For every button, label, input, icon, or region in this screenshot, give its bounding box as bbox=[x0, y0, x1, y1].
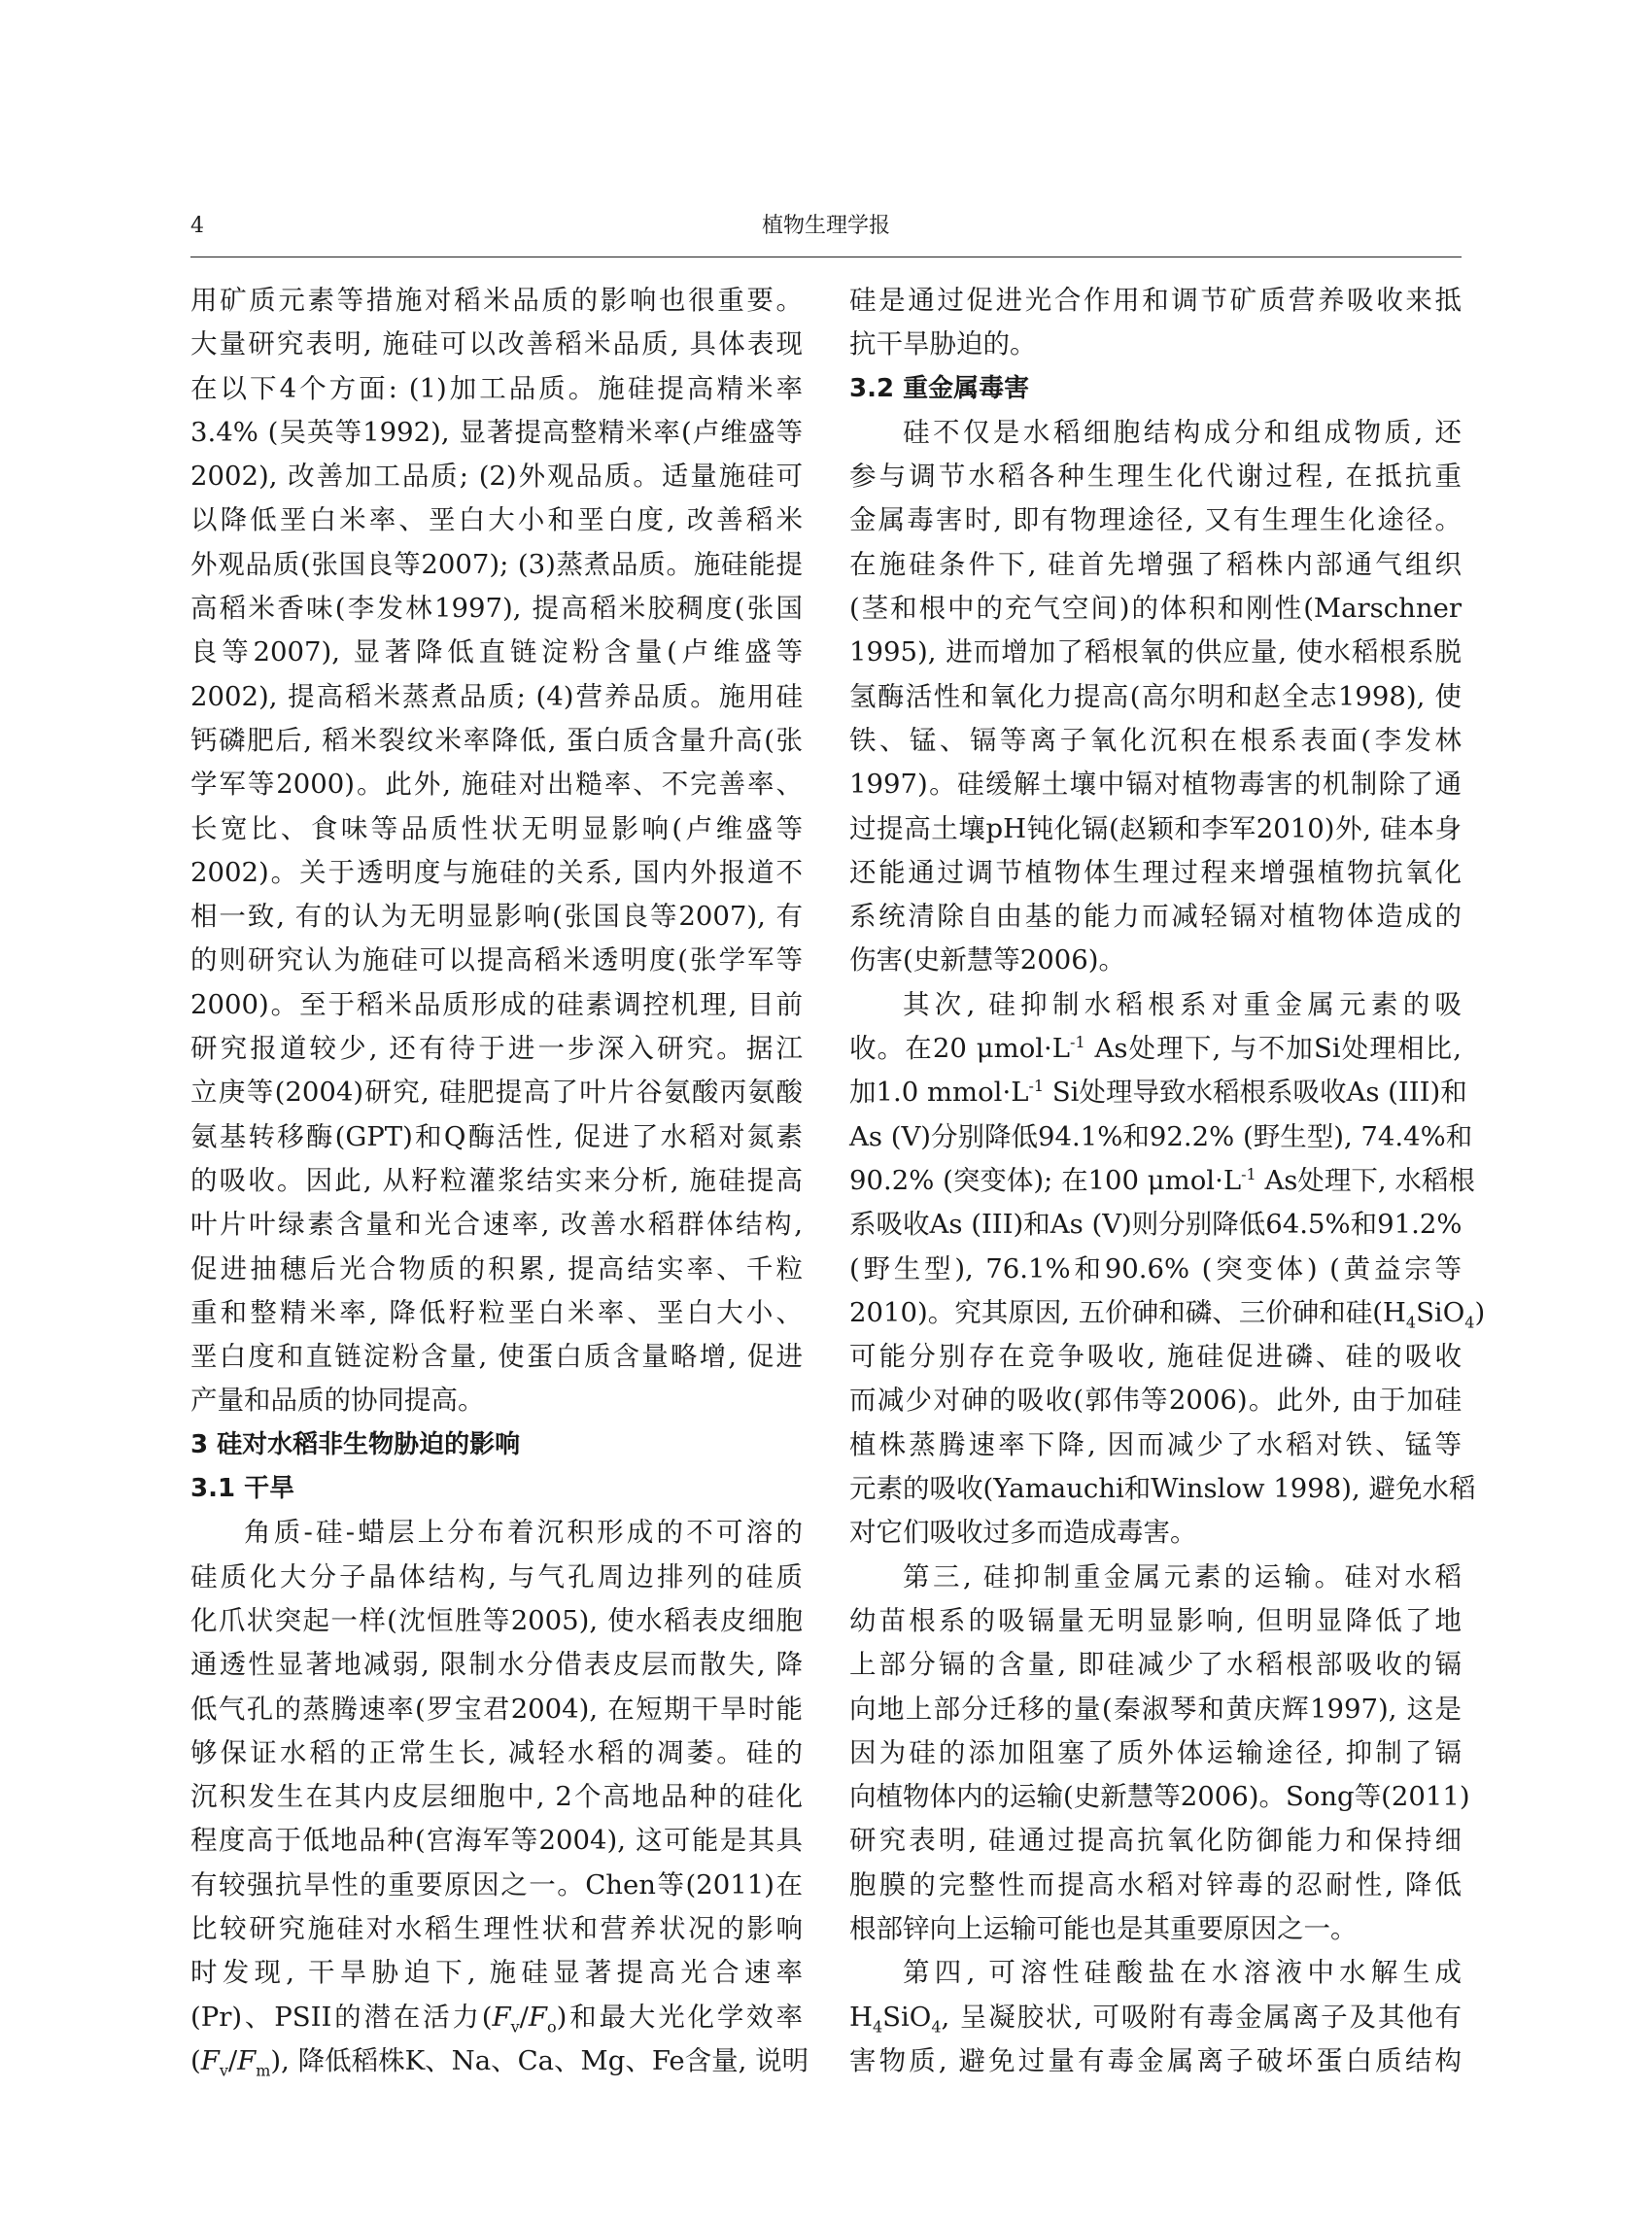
right-column bbox=[849, 279, 1486, 2083]
text-line: 在施硅条件下, 硅首先增强了稻株内部通气组织 bbox=[849, 548, 1462, 580]
subscript: 4 bbox=[872, 2017, 883, 2037]
subscript: 4 bbox=[1405, 1313, 1417, 1332]
text-line: 其次, 硅抑制水稻根系对重金属元素的吸 bbox=[903, 988, 1462, 1020]
text-line: 上部分镉的含量, 即硅减少了水稻根部吸收的镉 bbox=[849, 1649, 1462, 1681]
text-line: 植株蒸腾速率下降, 因而减少了水稻对铁、锰等 bbox=[849, 1428, 1462, 1460]
section-heading: 3 硅对水稻非生物胁迫的影响 bbox=[190, 1429, 521, 1459]
text-line: 长宽比、食味等品质性状无明显影响(卢维盛等 bbox=[190, 812, 803, 844]
text-line: 幼苗根系的吸镉量无明显影响, 但明显降低了地 bbox=[849, 1604, 1462, 1636]
text-run: 2010)。究其原因, 五价砷和磷、三价砷和硅(H bbox=[849, 1296, 1406, 1328]
text-run: ( bbox=[190, 2044, 201, 2076]
subscript: v bbox=[510, 2017, 520, 2037]
text-line: 的则研究认为施硅可以提高稻米透明度(张学军等 bbox=[190, 944, 803, 976]
text-line: 伤害(史新慧等2006)。 bbox=[849, 944, 1125, 976]
text-line: 比较研究施硅对水稻生理性状和营养状况的影响 bbox=[190, 1912, 803, 1944]
text-line: 2000)。至于稻米品质形成的硅素调控机理, 目前 bbox=[190, 988, 803, 1020]
text-line: 可能分别存在竞争吸收, 施硅促进磷、硅的吸收 bbox=[849, 1341, 1462, 1373]
text-line: 垩白度和直链淀粉含量, 使蛋白质含量略增, 促进 bbox=[190, 1341, 803, 1373]
superscript: -1 bbox=[1028, 1077, 1045, 1096]
text-line: 系吸收As (III)和As (V)则分别降低64.5%和91.2% bbox=[849, 1209, 1463, 1241]
text-line: 钙磷肥后, 稻米裂纹米率降低, 蛋白质含量升高(张 bbox=[190, 724, 803, 756]
text-line: 硅是通过促进光合作用和调节矿质营养吸收来抵 bbox=[849, 285, 1462, 316]
text-line: 抗干旱胁迫的。 bbox=[849, 328, 1037, 360]
text-line: 还能通过调节植物体生理过程来增强植物抗氧化 bbox=[849, 856, 1462, 888]
text-run: As处理下, 与不加Si处理相比, bbox=[1084, 1033, 1462, 1065]
subscript: o bbox=[547, 2017, 557, 2037]
text-line: 化爪状突起一样(沈恒胜等2005), 使水稻表皮细胞 bbox=[190, 1604, 803, 1636]
text-line: 向地上部分迁移的量(秦淑琴和黄庆辉1997), 这是 bbox=[849, 1693, 1462, 1725]
text-line: 时发现, 干旱胁迫下, 施硅显著提高光合速率 bbox=[190, 1957, 803, 1989]
text-run: / bbox=[227, 2044, 238, 2076]
text-line: 1997)。硅缓解土壤中镉对植物毒害的机制除了通 bbox=[849, 769, 1462, 801]
paragraph-heavy-metal-mechanism bbox=[849, 411, 1462, 983]
text-line: 对它们吸收过多而造成毒害。 bbox=[849, 1517, 1197, 1549]
text-line: 2002), 提高稻米蒸煮品质; (4)营养品质。施用硅 bbox=[190, 680, 803, 712]
text-run: F bbox=[200, 2044, 220, 2076]
paragraph-transport bbox=[849, 1556, 1470, 1952]
text-line bbox=[190, 1996, 803, 2039]
text-line: 元素的吸收(Yamauchi和Winslow 1998), 避免水稻 bbox=[849, 1473, 1476, 1505]
paragraph-continuation bbox=[849, 279, 1462, 367]
text-run: )和最大光化学效率 bbox=[556, 2001, 803, 2033]
text-line: 因为硅的添加阻塞了质外体运输途径, 抑制了镉 bbox=[849, 1736, 1462, 1768]
superscript: -1 bbox=[1241, 1164, 1256, 1183]
text-line: 有较强抗旱性的重要原因之一。Chen等(2011)在 bbox=[190, 1868, 803, 1901]
text-line: 3.4% (吴英等1992), 显著提高整精米率(卢维盛等 bbox=[190, 416, 803, 448]
text-line: 根部锌向上运输可能也是其重要原因之一。 bbox=[849, 1912, 1358, 1944]
text-run: F bbox=[237, 2044, 257, 2076]
text-run: ) bbox=[1474, 1296, 1486, 1328]
text-line bbox=[849, 1159, 1475, 1203]
text-line: (野生型), 76.1%和90.6% (突变体) (黄益宗等 bbox=[849, 1252, 1462, 1284]
text-line: 立庚等(2004)研究, 硅肥提高了叶片谷氨酸丙氨酸 bbox=[190, 1077, 803, 1109]
text-line bbox=[190, 2039, 809, 2083]
text-run: 收。在20 μmol·L bbox=[849, 1033, 1071, 1065]
text-line bbox=[849, 1291, 1486, 1335]
text-line: 向植物体内的运输(史新慧等2006)。Song等(2011) bbox=[849, 1781, 1470, 1813]
text-line: 硅质化大分子晶体结构, 与气孔周边排列的硅质 bbox=[190, 1560, 803, 1592]
text-line: 叶片叶绿素含量和光合速率, 改善水稻群体结构, bbox=[190, 1209, 803, 1241]
superscript: -1 bbox=[1070, 1032, 1085, 1051]
text-line: 在以下4个方面: (1)加工品质。施硅提高精米率 bbox=[190, 372, 803, 404]
text-run: (Pr)、PSII的潜在活力( bbox=[190, 2001, 493, 2033]
text-run: As处理下, 水稻根 bbox=[1256, 1164, 1475, 1196]
text-line: 第四, 可溶性硅酸盐在水溶液中水解生成 bbox=[903, 1957, 1462, 1989]
text-line bbox=[849, 1027, 1462, 1071]
text-run: / bbox=[519, 2001, 529, 2033]
text-line: 以降低垩白米率、垩白大小和垩白度, 改善稻米 bbox=[190, 504, 803, 536]
text-line bbox=[849, 1996, 1462, 2039]
text-line: 重和整精米率, 降低籽粒垩白米率、垩白大小、 bbox=[190, 1296, 803, 1328]
text-line: 良等2007), 显著降低直链淀粉含量(卢维盛等 bbox=[190, 636, 803, 668]
text-line: 产量和品质的协同提高。 bbox=[190, 1385, 485, 1417]
text-line: 参与调节水稻各种生理生化代谢过程, 在抵抗重 bbox=[849, 461, 1462, 493]
text-line: (茎和根中的充气空间)的体积和刚性(Marschner bbox=[849, 593, 1462, 625]
text-line: 害物质, 避免过量有毒金属离子破坏蛋白质结构 bbox=[849, 2044, 1462, 2076]
text-run: , 呈凝胶状, 可吸附有毒金属离子及其他有 bbox=[941, 2001, 1462, 2033]
text-line: 2002), 改善加工品质; (2)外观品质。适量施硅可 bbox=[190, 461, 803, 493]
left-column bbox=[190, 279, 809, 2083]
text-run: ), 降低稻株K、Na、Ca、Mg、Fe含量, 说明 bbox=[270, 2044, 809, 2076]
paragraph-absorption bbox=[849, 983, 1486, 1556]
text-line: 1995), 进而增加了稻根氧的供应量, 使水稻根系脱 bbox=[849, 636, 1462, 668]
text-line bbox=[849, 1071, 1467, 1114]
text-line: 硅不仅是水稻细胞结构成分和组成物质, 还 bbox=[903, 416, 1462, 448]
text-line: 过提高土壤pH钝化镉(赵颖和李军2010)外, 硅本身 bbox=[849, 812, 1462, 844]
text-line: 氨基转移酶(GPT)和Q酶活性, 促进了水稻对氮素 bbox=[190, 1120, 803, 1152]
paragraph-rice-quality bbox=[190, 279, 803, 1423]
text-line: 的吸收。因此, 从籽粒灌浆结实来分析, 施硅提高 bbox=[190, 1164, 803, 1196]
text-line: 沉积发生在其内皮层细胞中, 2个高地品种的硅化 bbox=[190, 1781, 803, 1813]
text-line: 研究表明, 硅通过提高抗氧化防御能力和保持细 bbox=[849, 1825, 1462, 1857]
text-run: SiO bbox=[882, 2001, 932, 2033]
text-run: SiO bbox=[1416, 1296, 1465, 1328]
subscript: 4 bbox=[931, 2017, 942, 2037]
text-line: 而减少对砷的吸收(郭伟等2006)。此外, 由于加硅 bbox=[849, 1385, 1462, 1417]
text-run: F bbox=[528, 2001, 548, 2033]
text-run: Si处理导致水稻根系吸收As (III)和 bbox=[1044, 1077, 1467, 1109]
text-line: 氢酶活性和氧化力提高(高尔明和赵全志1998), 使 bbox=[849, 680, 1462, 712]
text-line: As (V)分别降低94.1%和92.2% (野生型), 74.4%和 bbox=[849, 1120, 1473, 1152]
text-line: 低气孔的蒸腾速率(罗宝君2004), 在短期干旱时能 bbox=[190, 1693, 803, 1725]
text-line: 研究报道较少, 还有待于进一步深入研究。据江 bbox=[190, 1033, 803, 1065]
paragraph-drought bbox=[190, 1511, 809, 2083]
text-line: 高稻米香味(李发林1997), 提高稻米胶稠度(张国 bbox=[190, 593, 803, 625]
text-line: 铁、锰、镉等离子氧化沉积在根系表面(李发林 bbox=[849, 724, 1462, 756]
paragraph-silicate bbox=[849, 1951, 1462, 2083]
text-line: 2002)。关于透明度与施硅的关系, 国内外报道不 bbox=[190, 856, 803, 888]
text-run: F bbox=[492, 2001, 511, 2033]
text-run: 加1.0 mmol·L bbox=[849, 1077, 1029, 1109]
text-line: 外观品质(张国良等2007); (3)蒸煮品质。施硅能提 bbox=[190, 548, 803, 580]
text-line: 程度高于低地品种(宫海军等2004), 这可能是其具 bbox=[190, 1825, 803, 1857]
subscript: m bbox=[256, 2061, 271, 2080]
text-line: 用矿质元素等措施对稻米品质的影响也很重要。 bbox=[190, 285, 803, 316]
text-run: 90.2% (突变体); 在100 μmol·L bbox=[849, 1164, 1242, 1196]
text-run: H bbox=[849, 2001, 873, 2033]
text-line: 胞膜的完整性而提高水稻对锌毒的忍耐性, 降低 bbox=[849, 1868, 1462, 1901]
text-line: 学军等2000)。此外, 施硅对出糙率、不完善率、 bbox=[190, 769, 803, 801]
text-line: 角质-硅-蜡层上分布着沉积形成的不可溶的 bbox=[244, 1517, 803, 1549]
subsection-heading: 3.1 干旱 bbox=[190, 1474, 295, 1504]
page-number: 4 bbox=[190, 214, 204, 238]
text-line: 第三, 硅抑制重金属元素的运输。硅对水稻 bbox=[903, 1560, 1462, 1592]
subscript: 4 bbox=[1464, 1313, 1475, 1332]
subsection-heading: 3.2 重金属毒害 bbox=[849, 373, 1030, 403]
text-line: 通透性显著地减弱, 限制水分借表皮层而散失, 降 bbox=[190, 1649, 803, 1681]
journal-title: 植物生理学报 bbox=[761, 214, 890, 238]
text-line: 金属毒害时, 即有物理途径, 又有生理生化途径。 bbox=[849, 504, 1462, 536]
text-line: 相一致, 有的认为无明显影响(张国良等2007), 有 bbox=[190, 901, 803, 933]
subscript: v bbox=[219, 2061, 228, 2080]
text-line: 够保证水稻的正常生长, 减轻水稻的凋萎。硅的 bbox=[190, 1736, 803, 1768]
text-line: 系统清除自由基的能力而减轻镉对植物体造成的 bbox=[849, 901, 1462, 933]
text-line: 促进抽穗后光合物质的积累, 提高结实率、千粒 bbox=[190, 1252, 803, 1284]
text-line: 大量研究表明, 施硅可以改善稻米品质, 具体表现 bbox=[190, 328, 803, 360]
